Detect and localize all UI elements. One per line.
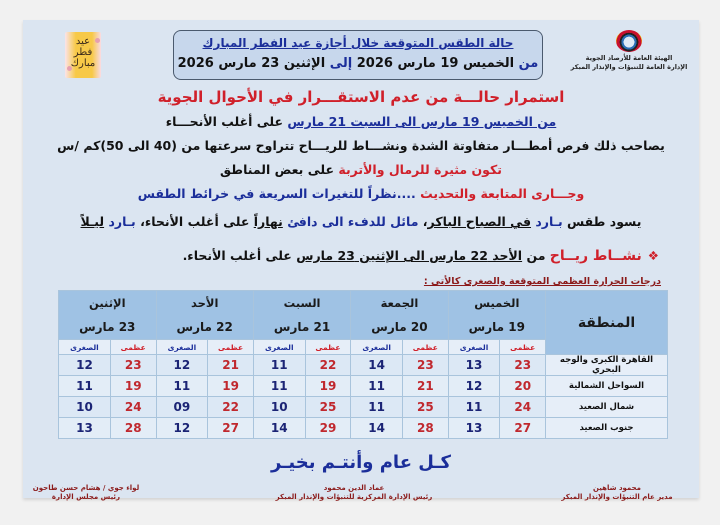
min-label: الصغرى (351, 340, 403, 355)
dust-text: تكون مثيرة للرمال والأتربة على بعض المناطق (220, 162, 502, 177)
day-header: الإثنين (59, 291, 157, 316)
min-temp: 11 (156, 376, 208, 397)
signature-board-chairman: لواء جوي / هشام حسن طاحون رئيس مجلس الإدارة (32, 484, 140, 501)
diamond-bullet-icon: ❖ (647, 248, 659, 263)
organization-logo-block (569, 30, 689, 72)
signature-forecast-director: محمود شاهين مدير عام التنبؤات والإنذار المبكر (561, 484, 673, 501)
signatures (23, 484, 699, 506)
ema-emblem-icon (616, 30, 642, 52)
day-header: السبت (253, 291, 350, 316)
general-weather-text: يسود طقس بـارد في الصباح الباكر، مائل للدفء الى دافئ نهاراً على أغلب الأنحاء، بـارد ليـلاً (80, 214, 642, 229)
table-row (59, 397, 668, 418)
rain-wind-text: يصاحب ذلك فرص أمطـــار متفاوتة الشدة ونشـــاط للريـــاح تتراوح سرعتها من (40 الى 50)كم /س (57, 138, 665, 153)
min-temp: 11 (59, 376, 111, 397)
day-header: الأحد (156, 291, 253, 316)
eid-greeting-logo (65, 32, 101, 78)
max-label: عظمى (110, 340, 156, 355)
weather-bulletin-page (23, 20, 699, 501)
min-temp: 14 (351, 355, 403, 376)
min-temp: 11 (253, 376, 305, 397)
max-temp: 22 (305, 355, 351, 376)
max-temp: 28 (403, 418, 449, 439)
min-label: الصغرى (59, 340, 111, 355)
min-temp: 10 (59, 397, 111, 418)
min-temp: 13 (448, 418, 500, 439)
min-temp: 13 (448, 355, 500, 376)
max-label: عظمى (403, 340, 449, 355)
max-label: عظمى (305, 340, 351, 355)
max-temp: 25 (305, 397, 351, 418)
bulletin-period: من الخميس 19 مارس 2026 إلى الإثنين 23 مارس 2026 (177, 56, 539, 71)
max-temp: 24 (500, 397, 546, 418)
org-name: الهيئة العامة للأرصاد الجوية (585, 54, 673, 62)
day-header: الجمعة (351, 291, 448, 316)
wind-activity-text: ❖نشــاط ريــاح من الأحد 22 مارس الى الإثنين 23 مارس على أغلب الأنحاء. (182, 248, 659, 264)
min-temp: 11 (351, 397, 403, 418)
min-temp: 12 (156, 355, 208, 376)
region-cell: السواحل الشمالية (546, 376, 668, 397)
min-label: الصغرى (253, 340, 305, 355)
min-temp: 11 (253, 355, 305, 376)
max-label: عظمى (500, 340, 546, 355)
headline: استمرار حالـــة من عدم الاستقـــرار في الأحوال الجوية (157, 88, 565, 106)
region-cell: القاهرة الكبرى والوجه البحري (546, 355, 668, 376)
region-cell: جنوب الصعيد (546, 418, 668, 439)
min-label: الصغرى (156, 340, 208, 355)
max-temp: 28 (110, 418, 156, 439)
date-header: 19 مارس (448, 316, 545, 340)
max-temp: 23 (403, 355, 449, 376)
max-temp: 19 (305, 376, 351, 397)
min-temp: 14 (253, 418, 305, 439)
max-label: عظمى (208, 340, 254, 355)
max-temp: 19 (110, 376, 156, 397)
max-temp: 27 (208, 418, 254, 439)
date-header: 22 مارس (156, 316, 253, 340)
min-temp: 10 (253, 397, 305, 418)
max-temp: 19 (208, 376, 254, 397)
max-temp: 29 (305, 418, 351, 439)
max-temp: 22 (208, 397, 254, 418)
max-temp: 20 (500, 376, 546, 397)
temperature-table (58, 290, 668, 439)
date-header: 23 مارس (59, 316, 157, 340)
title-box (173, 30, 543, 80)
max-temp: 25 (403, 397, 449, 418)
table-row (59, 376, 668, 397)
min-temp: 11 (448, 397, 500, 418)
eid-calligraphy: عيد فطر مبارك (70, 36, 96, 69)
org-department: الإدارة العامة للتنبؤات والإنذار المبكر (570, 63, 688, 71)
day-header: الخميس (448, 291, 545, 316)
min-label: الصغرى (448, 340, 500, 355)
signature-central-admin-head: عماد الدين محمود رئيس الإدارة المركزية للتنبؤات والإنذار المبكر (275, 484, 433, 501)
max-temp: 21 (208, 355, 254, 376)
region-cell: شمال الصعيد (546, 397, 668, 418)
max-temp: 23 (110, 355, 156, 376)
max-temp: 27 (500, 418, 546, 439)
min-temp: 13 (59, 418, 111, 439)
min-temp: 12 (448, 376, 500, 397)
bulletin-title: حالة الطقس المتوقعة خلال أجازة عيد الفطر المبارك (202, 36, 514, 50)
min-temp: 12 (156, 418, 208, 439)
min-temp: 14 (351, 418, 403, 439)
max-temp: 23 (500, 355, 546, 376)
table-row (59, 355, 668, 376)
min-temp: 12 (59, 355, 111, 376)
followup-text: وجـــارى المتابعة والتحديث ....نظراً للتغيرات السريعة في خرائط الطقس (137, 186, 585, 201)
min-temp: 11 (351, 376, 403, 397)
holiday-greeting: كـل عام وأنتـم بخيـر (271, 452, 451, 473)
date-header: 20 مارس (351, 316, 448, 340)
min-temp: 09 (156, 397, 208, 418)
instability-range: من الخميس 19 مارس الى السبت 21 مارس على أغلب الأنحـــاء (165, 114, 557, 129)
date-header: 21 مارس (253, 316, 350, 340)
max-temp: 21 (403, 376, 449, 397)
table-caption: درجات الحرارة العظمى المتوقعة والصغرى كالأتى : (423, 276, 661, 287)
max-temp: 24 (110, 397, 156, 418)
region-column-header: المنطقة (546, 291, 668, 355)
table-row (59, 418, 668, 439)
